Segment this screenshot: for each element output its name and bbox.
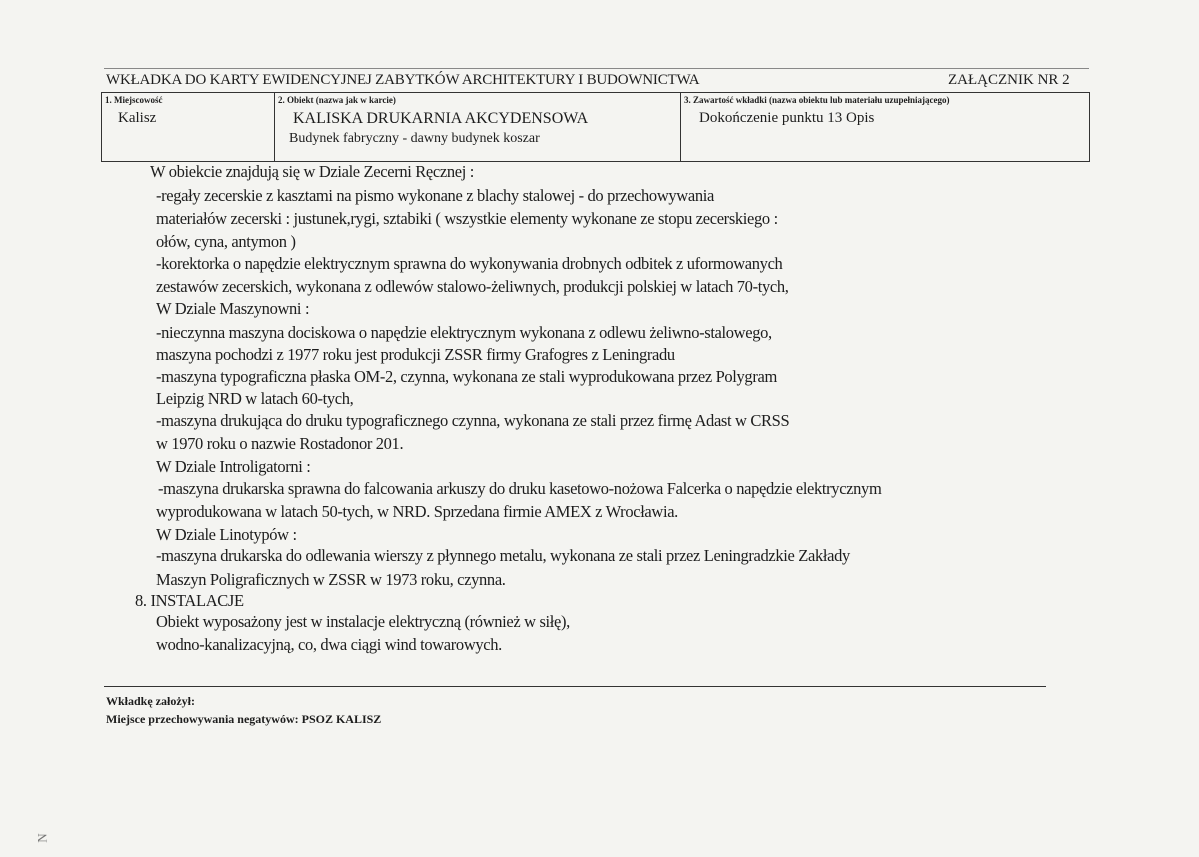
text-line: W Dziale Linotypów : <box>156 525 297 544</box>
text-line: W Dziale Maszynowni : <box>156 299 310 318</box>
storage-label: Miejsce przechowywania negatywów: PSOZ KALISZ <box>106 712 382 726</box>
cell-object <box>275 93 681 161</box>
locality-value: Kalisz <box>118 110 157 126</box>
text-line: W obiekcie znajdują się w Dziale Zecerni Ręcznej : <box>150 162 474 181</box>
author-label: Wkładkę założył: <box>106 694 195 708</box>
top-rule <box>104 68 1089 69</box>
object-name: KALISKA DRUKARNIA AKCYDENSOWA <box>293 110 589 127</box>
contents-label: 3. Zawartość wkładki (nazwa obiektu lub materiału uzupełniającego) <box>684 95 950 105</box>
text-line: maszyna pochodzi z 1977 roku jest produkcji ZSSR firmy Grafogres z Leningradu <box>156 345 675 364</box>
text-line: -maszyna drukarska sprawna do falcowania arkuszy do druku kasetowo-nożowa Falcerka o napędzie elektrycznym <box>158 479 882 498</box>
text-line: wodno-kanalizacyjną, co, dwa ciągi wind towarowych. <box>156 635 502 654</box>
object-label: 2. Obiekt (nazwa jak w karcie) <box>278 95 396 105</box>
object-description: Budynek fabryczny - dawny budynek koszar <box>289 131 540 146</box>
text-line: -korektorka o napędzie elektrycznym sprawna do wykonywania drobnych odbitek z uformowanych <box>156 254 783 273</box>
info-table <box>101 92 1090 162</box>
text-line: -maszyna drukarska do odlewania wierszy z płynnego metalu, wykonana ze stali przez Leningradzkie Zakłady <box>156 546 850 565</box>
text-line: Obiekt wyposażony jest w instalacje elektryczną (również w siłę), <box>156 612 570 631</box>
text-line: -nieczynna maszyna dociskowa o napędzie elektrycznym wykonana z odlewu żeliwno-stalowego, <box>156 323 772 342</box>
text-line: wyprodukowana w latach 50-tych, w NRD. Sprzedana firmie AMEX z Wrocławia. <box>156 502 678 521</box>
section-heading: 8. INSTALACJE <box>135 591 244 610</box>
text-line: w 1970 roku o nazwie Rostadonor 201. <box>156 434 404 453</box>
contents-value: Dokończenie punktu 13 Opis <box>699 110 875 126</box>
attachment-number: ZAŁĄCZNIK NR 2 <box>948 72 1070 88</box>
cell-contents <box>681 93 1089 161</box>
footer-rule <box>104 686 1046 687</box>
text-line: -maszyna drukująca do druku typograficznego czynna, wykonana ze stali przez firmę Adast w CRSS <box>156 411 790 430</box>
cell-locality <box>102 93 275 161</box>
page-mark: N <box>34 833 50 843</box>
text-line: -maszyna typograficzna płaska OM-2, czynna, wykonana ze stali wyprodukowana przez Polygram <box>156 367 777 386</box>
text-line: zestawów zecerskich, wykonana z odlewów stalowo-żeliwnych, produkcji polskiej w latach 70-tych, <box>156 277 789 296</box>
document-title: WKŁADKA DO KARTY EWIDENCYJNEJ ZABYTKÓW ARCHITEKTURY I BUDOWNICTWA <box>106 72 700 88</box>
text-line: Maszyn Poligraficznych w ZSSR w 1973 roku, czynna. <box>156 570 506 589</box>
text-line: W Dziale Introligatorni : <box>156 457 311 476</box>
text-line: materiałów zecerski : justunek,rygi, sztabiki ( wszystkie elementy wykonane ze stopu zecerskiego : <box>156 209 778 228</box>
text-line: -regały zecerskie z kasztami na pismo wykonane z blachy stalowej - do przechowywania <box>156 186 714 205</box>
text-line: ołów, cyna, antymon ) <box>156 232 296 251</box>
locality-label: 1. Miejscowość <box>105 95 163 105</box>
text-line: Leipzig NRD w latach 60-tych, <box>156 389 354 408</box>
